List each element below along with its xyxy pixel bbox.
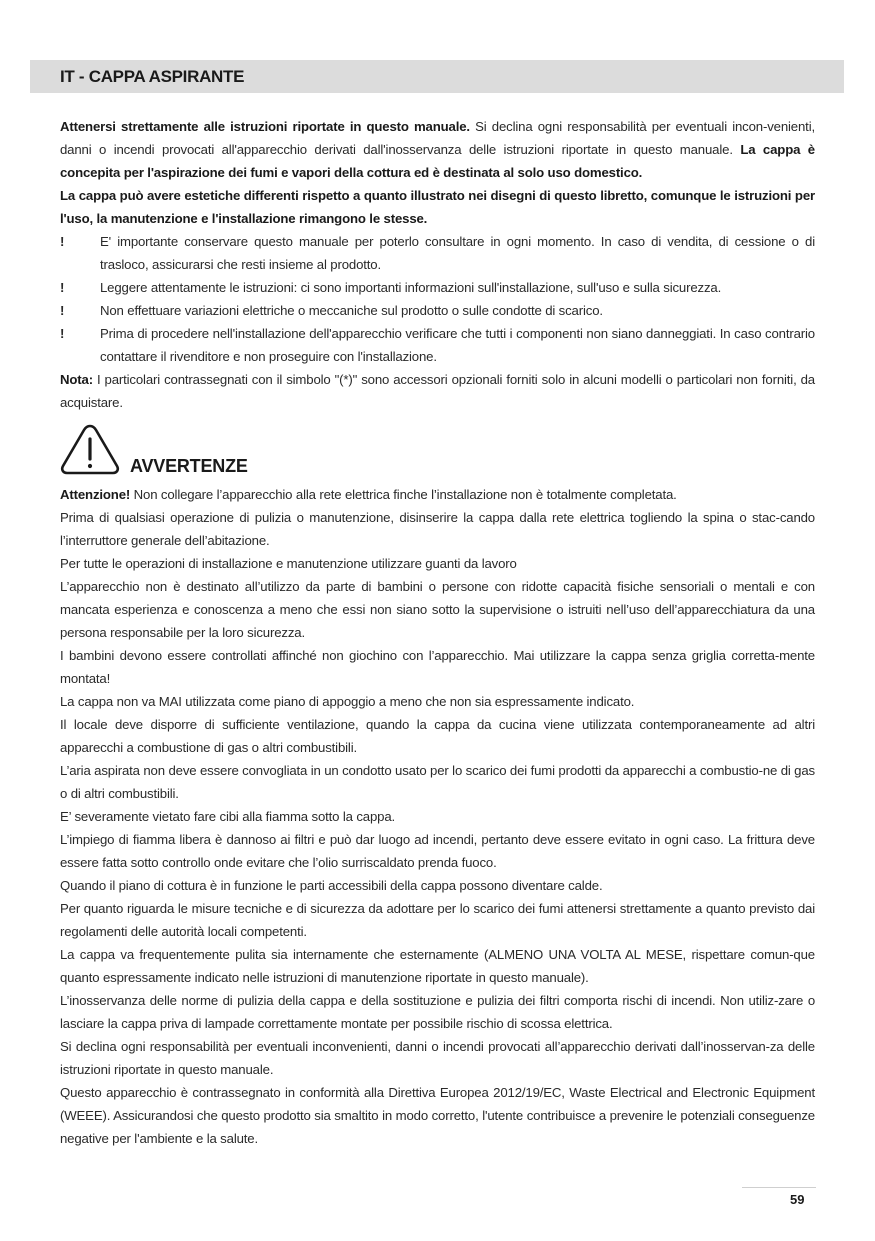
intro-section: [60, 115, 815, 414]
warning-paragraph: Quando il piano di cottura è in funzione le parti accessibili della cappa possono diventare calde.: [60, 878, 603, 893]
warning-paragraph: Si declina ogni responsabilità per eventuali inconvenienti, danni o incendi provocati all’apparecchio derivati dall’inosservan-za delle istruzioni riportate in questo manuale.: [60, 1039, 815, 1077]
note-label: Nota:: [60, 372, 93, 387]
warning-paragraph: Per quanto riguarda le misure tecniche e di sicurezza da adottare per lo scarico dei fumi attenersi strettamente a quanto previsto dai regolamenti delle autorità locali competenti.: [60, 901, 815, 939]
exclamation-mark-icon: !: [60, 303, 65, 318]
footer-divider: [742, 1187, 816, 1188]
warning-paragraph: I bambini devono essere controllati affinché non giochino con l’apparecchio. Mai utilizzare la cappa senza griglia corretta-mente montata!: [60, 648, 815, 686]
warning-paragraph: La cappa va frequentemente pulita sia internamente che esternamente (ALMENO UNA VOLTA AL MESE, rispettare comun-que quanto espressamente indicato nelle istruzioni di manutenzione riportate in questo manuale).: [60, 947, 815, 985]
warning-paragraph: [60, 483, 815, 506]
warnings-title: AVVERTENZE: [130, 456, 248, 476]
warnings-section: [60, 483, 815, 1150]
intro-paragraph-2: [60, 184, 815, 230]
warning-paragraph: L’impiego di fiamma libera è dannoso ai filtri e può dar luogo ad incendi, pertanto deve essere evitato in ogni caso. La frittura deve essere fatta sotto controllo onde evitare che l’olio surriscaldato prenda fuoco.: [60, 832, 815, 870]
bullet-item: [60, 299, 815, 322]
warning-paragraph: E’ severamente vietato fare cibi alla fiamma sotto la cappa.: [60, 809, 396, 824]
warning-paragraph: L’aria aspirata non deve essere convogliata in un condotto usato per lo scarico dei fumi prodotti da apparecchi a combustio-ne di gas o di altri combustibili.: [60, 763, 815, 801]
intro-paragraph-1: [60, 115, 815, 184]
note-paragraph: [60, 368, 815, 414]
warning-paragraph: Questo apparecchio è contrassegnato in conformità alla Direttiva Europea 2012/19/EC, Waste Electrical and Electronic Equipment (WEEE). Assicurandosi che questo prodotto sia smaltito in modo corretto, l'utente contribuisce a prevenire le potenziali conseguenze negative per l'ambiente e la salute.: [60, 1085, 815, 1146]
bullet-text: Prima di procedere nell'installazione dell'apparecchio verificare che tutti i componenti non siano danneggiati. In caso contrario contattare il rivenditore e non proseguire con l'installazione.: [100, 326, 815, 364]
intro-bold-1: Attenersi strettamente alle istruzioni riportate in questo manuale.: [60, 119, 470, 134]
warning-paragraph: Il locale deve disporre di sufficiente ventilazione, quando la cappa da cucina viene utilizzata contemporaneamente ad altri apparecchi a combustione di gas o altri combustibili.: [60, 717, 815, 755]
warning-triangle-icon: [60, 422, 120, 476]
intro-bold-2: La cappa è concepita per l'aspirazione dei fumi e vapori della cottura ed è destinata al solo uso domestico.: [60, 142, 815, 180]
exclamation-mark-icon: !: [60, 326, 65, 341]
warning-paragraph: Per tutte le operazioni di installazione e manutenzione utilizzare guanti da lavoro: [60, 556, 517, 571]
exclamation-mark-icon: !: [60, 234, 65, 249]
warning-paragraph: L’inosservanza delle norme di pulizia della cappa e della sostituzione e pulizia dei filtri comporta rischi di incendi. Non utiliz-zare o lasciare la cappa priva di lampade correttamente montate per possibile rischio di scossa elettrica.: [60, 993, 815, 1031]
intro-bold-3: La cappa può avere estetiche differenti rispetto a quanto illustrato nei disegni di questo libretto, comunque le istruzioni per l'uso, la manutenzione e l'installazione rimangono le stesse.: [60, 188, 815, 226]
warnings-heading: [60, 422, 460, 482]
exclamation-mark-icon: !: [60, 280, 65, 295]
bullet-text: Non effettuare variazioni elettriche o meccaniche sul prodotto o sulle condotte di scarico.: [100, 303, 603, 318]
bullet-text: E' importante conservare questo manuale per poterlo consultare in ogni momento. In caso di vendita, di cessione o di trasloco, assicurarsi che resti insieme al prodotto.: [100, 234, 815, 272]
attention-label: Attenzione!: [60, 487, 131, 502]
intro-text-1: Si declina ogni responsabilità per eventuali incon-venienti, danni o incendi provocati all'apparecchio derivati dall'inosservanza delle istruzioni riportate in questo manuale.: [60, 119, 815, 157]
section-header-bar: [30, 60, 844, 93]
bullet-item: [60, 322, 815, 368]
warning-paragraph: L’apparecchio non è destinato all’utilizzo da parte di bambini o persone con ridotte capacità fisiche sensoriali o mentali e con mancata esperienza e conoscenza a meno che essi non siano sotto la supervisione o istruiti nell’uso dell’apparecchiatura da una persona responsabile per la loro sicurezza.: [60, 579, 815, 640]
warning-paragraph: Prima di qualsiasi operazione di pulizia o manutenzione, disinserire la cappa dalla rete elettrica togliendo la spina o stac-cando l’interruttore generale dell’abitazione.: [60, 510, 815, 548]
warning-paragraph: La cappa non va MAI utilizzata come piano di appoggio a meno che non sia espressamente indicato.: [60, 694, 635, 709]
attention-text: Non collegare l’apparecchio alla rete elettrica finche l’installazione non è totalmente completata.: [130, 487, 677, 502]
bullet-text: Leggere attentamente le istruzioni: ci sono importanti informazioni sull'installazione, sull'uso e sulla sicurezza.: [100, 280, 722, 295]
section-title: IT - CAPPA ASPIRANTE: [60, 67, 245, 86]
note-text: I particolari contrassegnati con il simbolo "(*)" sono accessori opzionali forniti solo in alcuni modelli o particolari non forniti, da acquistare.: [60, 372, 815, 410]
bullet-item: [60, 276, 815, 299]
page-number: 59: [790, 1192, 805, 1207]
bullet-item: [60, 230, 815, 276]
